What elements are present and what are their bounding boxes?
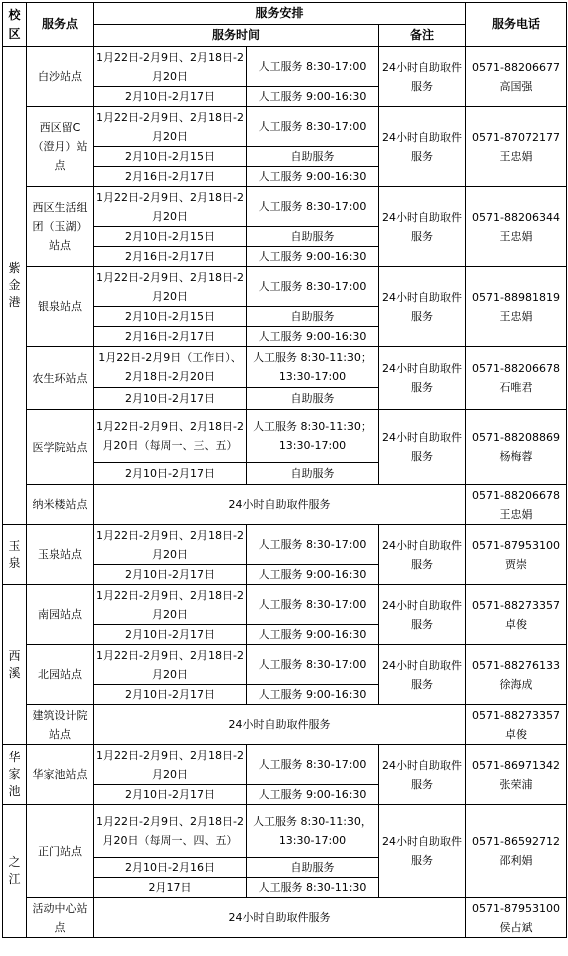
- service-hours: 人工服务 8:30-17:00: [247, 525, 379, 565]
- remark-cell: 24小时自助取件服务: [379, 47, 466, 107]
- station-name: 西区生活组团（玉湖）站点: [27, 187, 94, 267]
- service-dates: 2月10日-2月16日: [94, 858, 247, 878]
- phone-number: 0571-88206677: [472, 60, 560, 74]
- service-hours: 人工服务 8:30-11:30，13:30-17:00: [247, 805, 379, 858]
- phone-cell: [466, 410, 567, 485]
- station-name: 正门站点: [27, 805, 94, 898]
- service-dates: 1月22日-2月9日、2月18日-2月20日: [94, 107, 247, 147]
- campus-cell: 玉泉: [3, 525, 27, 585]
- contact-name: 卓俊: [505, 727, 527, 741]
- remarks-header: 备注: [379, 25, 466, 47]
- service-dates: 2月10日-2月17日: [94, 625, 247, 645]
- table-row: [3, 107, 567, 147]
- phone-number: 0571-88206678: [472, 362, 560, 375]
- phone-number: 0571-86592712: [472, 835, 560, 848]
- service-dates: 1月22日-2月9日、2月18日-2月20日: [94, 267, 247, 307]
- full-service-cell: 24小时自助取件服务: [94, 485, 466, 525]
- phone-cell: [466, 805, 567, 898]
- phone-number: 0571-88273357: [472, 598, 560, 612]
- phone-number: 0571-88273357: [472, 708, 560, 722]
- remark-cell: 24小时自助取件服务: [379, 187, 466, 267]
- station-name: 华家池站点: [27, 745, 94, 805]
- full-service-cell: 24小时自助取件服务: [94, 898, 466, 938]
- contact-name: 王忠娟: [499, 229, 533, 243]
- header-row-1: [3, 3, 567, 25]
- service-hours: 人工服务 8:30-17:00: [247, 267, 379, 307]
- full-service-cell: 24小时自助取件服务: [94, 705, 466, 745]
- service-hours: 人工服务 8:30-17:00: [247, 47, 379, 87]
- service-dates: 2月10日-2月17日: [94, 388, 247, 410]
- service-dates: 2月16日-2月17日: [94, 167, 247, 187]
- phone-number: 0571-88981819: [472, 290, 560, 304]
- service-dates: 2月10日-2月15日: [94, 307, 247, 327]
- station-name: 玉泉站点: [27, 525, 94, 585]
- remark-cell: 24小时自助取件服务: [379, 347, 466, 410]
- service-hours: 人工服务 8:30-11:30；13:30-17:00: [247, 347, 379, 388]
- service-dates: 2月10日-2月17日: [94, 785, 247, 805]
- service-hours: 人工服务 9:00-16:30: [247, 785, 379, 805]
- service-hours: 自助服务: [247, 147, 379, 167]
- contact-name: 王忠娟: [499, 309, 533, 323]
- contact-name: 杨梅蓉: [499, 450, 533, 463]
- service-dates: 1月22日-2月9日、2月18日-2月20日（每周一、四、五）: [94, 805, 247, 858]
- service-dates: 2月16日-2月17日: [94, 247, 247, 267]
- service-dates: 1月22日-2月9日、2月18日-2月20日: [94, 585, 247, 625]
- station-name: 北园站点: [27, 645, 94, 705]
- contact-name: 侯占斌: [499, 920, 533, 934]
- remark-cell: 24小时自助取件服务: [379, 107, 466, 187]
- service-dates: 1月22日-2月9日、2月18日-2月20日: [94, 525, 247, 565]
- remark-cell: 24小时自助取件服务: [379, 267, 466, 347]
- service-hours: 人工服务 8:30-11:30: [247, 878, 379, 898]
- phone-number: 0571-87072177: [472, 130, 560, 144]
- service-schedule-table: [2, 2, 567, 938]
- phone-cell: [466, 347, 567, 410]
- table-row: [3, 645, 567, 685]
- service-dates: 2月10日-2月17日: [94, 87, 247, 107]
- phone-cell: [466, 485, 567, 525]
- phone-number: 0571-88206344: [472, 210, 560, 224]
- contact-name: 王忠娟: [499, 507, 533, 521]
- campus-cell: 西溪: [3, 585, 27, 745]
- campus-cell: 之江: [3, 805, 27, 938]
- contact-name: 卓俊: [505, 617, 527, 631]
- table-row: [3, 347, 567, 388]
- station-column-header: 服务点: [27, 3, 94, 47]
- service-hours: 人工服务 8:30-17:00: [247, 645, 379, 685]
- contact-name: 王忠娟: [499, 149, 533, 163]
- phone-cell: [466, 187, 567, 267]
- phone-cell: [466, 47, 567, 107]
- station-name: 白沙站点: [27, 47, 94, 107]
- station-name: 农生环站点: [27, 347, 94, 410]
- station-name: 纳米楼站点: [27, 485, 94, 525]
- service-hours: 自助服务: [247, 858, 379, 878]
- table-body: [3, 3, 567, 938]
- table-row: [3, 705, 567, 745]
- contact-name: 邵利娟: [499, 854, 533, 867]
- table-row: [3, 187, 567, 227]
- table-row: [3, 47, 567, 87]
- phone-number: 0571-88276133: [472, 658, 560, 672]
- station-name: 建筑设计院站点: [27, 705, 94, 745]
- service-hours: 自助服务: [247, 227, 379, 247]
- service-hours: 自助服务: [247, 463, 379, 485]
- phone-cell: [466, 267, 567, 347]
- service-hours: 人工服务 8:30-17:00: [247, 107, 379, 147]
- remark-cell: 24小时自助取件服务: [379, 745, 466, 805]
- service-dates: 2月10日-2月17日: [94, 463, 247, 485]
- contact-name: 张荣浦: [499, 777, 533, 791]
- table-row: [3, 525, 567, 565]
- arrangement-header: 服务安排: [94, 3, 466, 25]
- table-row: [3, 745, 567, 785]
- table-row: [3, 410, 567, 463]
- campus-cell: 华家池: [3, 745, 27, 805]
- service-dates: 1月22日-2月9日、2月18日-2月20日: [94, 745, 247, 785]
- phone-cell: [466, 645, 567, 705]
- service-hours: 人工服务 9:00-16:30: [247, 685, 379, 705]
- service-hours: 人工服务 9:00-16:30: [247, 167, 379, 187]
- service-hours: 人工服务 9:00-16:30: [247, 565, 379, 585]
- phone-cell: [466, 107, 567, 187]
- remark-cell: 24小时自助取件服务: [379, 585, 466, 645]
- phone-cell: [466, 705, 567, 745]
- service-dates: 2月17日: [94, 878, 247, 898]
- phone-number: 0571-87953100: [472, 901, 560, 915]
- remark-cell: 24小时自助取件服务: [379, 645, 466, 705]
- phone-cell: [466, 585, 567, 645]
- service-dates: 2月10日-2月15日: [94, 227, 247, 247]
- station-name: 活动中心站点: [27, 898, 94, 938]
- service-hours: 人工服务 8:30-17:00: [247, 187, 379, 227]
- table-row: [3, 485, 567, 525]
- service-hours: 人工服务 9:00-16:30: [247, 625, 379, 645]
- phone-column-header: 服务电话: [466, 3, 567, 47]
- phone-number: 0571-86971342: [472, 758, 560, 772]
- table-row: [3, 585, 567, 625]
- service-hours: 人工服务 8:30-17:00: [247, 585, 379, 625]
- contact-name: 高国强: [499, 79, 533, 93]
- station-name: 银泉站点: [27, 267, 94, 347]
- campus-column-header: 校区: [3, 3, 27, 47]
- phone-number: 0571-88208869: [472, 431, 560, 444]
- station-name: 医学院站点: [27, 410, 94, 485]
- service-hours: 自助服务: [247, 388, 379, 410]
- phone-number: 0571-88206678: [472, 488, 560, 502]
- service-hours: 人工服务 8:30-11:30；13:30-17:00: [247, 410, 379, 463]
- phone-cell: [466, 898, 567, 938]
- contact-name: 贾崇: [505, 557, 527, 571]
- phone-cell: [466, 745, 567, 805]
- service-dates: 2月16日-2月17日: [94, 327, 247, 347]
- campus-cell: 紫金港: [3, 47, 27, 525]
- service-time-header: 服务时间: [94, 25, 379, 47]
- contact-name: 徐海成: [499, 677, 533, 691]
- phone-cell: [466, 525, 567, 585]
- service-dates: 1月22日-2月9日、2月18日-2月20日: [94, 645, 247, 685]
- contact-name: 石唯君: [499, 381, 533, 394]
- service-hours: 人工服务 9:00-16:30: [247, 247, 379, 267]
- service-dates: 1月22日-2月9日、2月18日-2月20日: [94, 47, 247, 87]
- station-name: 西区留C（澄月）站点: [27, 107, 94, 187]
- table-row: [3, 898, 567, 938]
- service-hours: 人工服务 9:00-16:30: [247, 87, 379, 107]
- service-dates: 1月22日-2月9日（工作日）、2月18日-2月20日: [94, 347, 247, 388]
- table-row: [3, 267, 567, 307]
- service-hours: 人工服务 9:00-16:30: [247, 327, 379, 347]
- remark-cell: 24小时自助取件服务: [379, 410, 466, 485]
- service-hours: 人工服务 8:30-17:00: [247, 745, 379, 785]
- service-dates: 2月10日-2月17日: [94, 685, 247, 705]
- service-dates: 1月22日-2月9日、2月18日-2月20日: [94, 187, 247, 227]
- table-row: [3, 805, 567, 858]
- phone-number: 0571-87953100: [472, 538, 560, 552]
- service-dates: 2月10日-2月15日: [94, 147, 247, 167]
- station-name: 南园站点: [27, 585, 94, 645]
- service-dates: 2月10日-2月17日: [94, 565, 247, 585]
- service-dates: 1月22日-2月9日、2月18日-2月20日（每周一、三、五）: [94, 410, 247, 463]
- remark-cell: 24小时自助取件服务: [379, 525, 466, 585]
- service-hours: 自助服务: [247, 307, 379, 327]
- remark-cell: 24小时自助取件服务: [379, 805, 466, 898]
